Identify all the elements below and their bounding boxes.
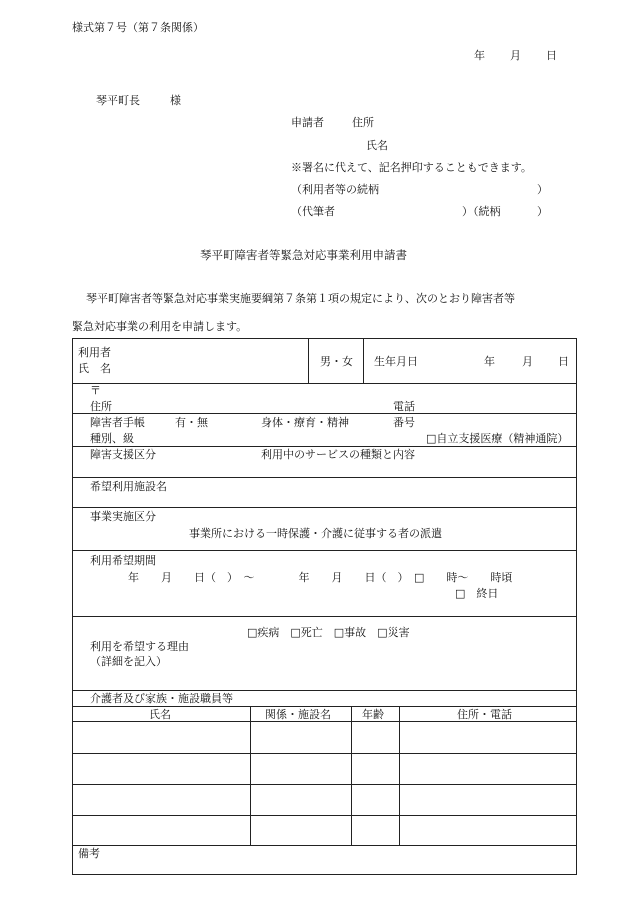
- col-header-address: 住所・電話: [457, 708, 512, 721]
- proxy-relation: ）（続柄: [462, 205, 501, 218]
- row-divider: [72, 616, 577, 617]
- row-divider: [72, 706, 577, 707]
- row-divider: [72, 477, 577, 478]
- col-header-relation: 関係・施設名: [265, 708, 331, 721]
- form-number: 様式第７号（第７条関係）: [72, 21, 204, 34]
- col-header-name: 氏名: [149, 708, 171, 721]
- birthdate-label: 生年月日: [374, 355, 418, 368]
- row-divider: [72, 784, 577, 785]
- remarks-label: 備考: [78, 847, 100, 860]
- row-divider: [72, 753, 577, 754]
- handbook-label: 障害者手帳: [90, 416, 145, 429]
- row-divider: [72, 413, 577, 414]
- facility-label: 希望利用施設名: [90, 480, 167, 493]
- proxy-line: （代筆者: [291, 205, 335, 218]
- caregivers-label: 介護者及び家族・施設職員等: [90, 692, 233, 705]
- date-month-label: 月: [510, 49, 521, 62]
- reason-checkboxes[interactable]: □疾病 □死亡 □事故 □災害: [247, 626, 410, 639]
- col-divider: [250, 706, 251, 845]
- relation-line: （利用者等の続柄: [291, 183, 379, 196]
- period-label: 利用希望期間: [90, 554, 156, 567]
- services-in-use-label: 利用中のサービスの種類と内容: [261, 448, 415, 461]
- row-divider: [72, 446, 577, 447]
- phone-label: 電話: [393, 400, 415, 413]
- date-day-label: 日: [546, 49, 557, 62]
- sex-selector: 男・女: [320, 355, 353, 368]
- relation-close: ）: [537, 183, 548, 196]
- handbook-has: 有・無: [175, 416, 208, 429]
- intro-line-2: 緊急対応事業の利用を申請します。: [72, 320, 248, 333]
- handbook-number-label: 番号: [393, 416, 415, 429]
- category-value: 事業所における一時保護・介護に従事する者の派遣: [189, 527, 442, 540]
- proxy-close: ）: [537, 205, 548, 218]
- col-divider: [399, 706, 400, 845]
- addressee-honorific: 様: [170, 94, 181, 107]
- birth-year-label: 年: [484, 355, 495, 368]
- period-range: 年 月 日（ ） 〜 年 月 日（ ） □ 時〜 時頃: [128, 571, 513, 584]
- birth-day-label: 日: [558, 355, 569, 368]
- support-category-label: 障害支援区分: [90, 448, 156, 461]
- document-title: 琴平町障害者等緊急対応事業利用申請書: [200, 248, 407, 262]
- reason-detail-label: （詳細を記入）: [90, 655, 167, 668]
- row-divider: [72, 383, 577, 384]
- row-divider: [72, 507, 577, 508]
- col-divider: [363, 338, 364, 383]
- postal-mark: 〒: [90, 384, 101, 397]
- grade-label: 種別、級: [90, 432, 134, 445]
- date-year-label: 年: [474, 49, 485, 62]
- period-allday-checkbox[interactable]: □ 終日: [455, 587, 499, 600]
- row-divider: [72, 721, 577, 722]
- applicant-name-label: 氏名: [366, 139, 388, 152]
- col-header-age: 年齢: [362, 708, 384, 721]
- signature-note: ※署名に代えて、記名押印することもできます。: [291, 161, 532, 174]
- row-divider: [72, 815, 577, 816]
- address-label: 住所: [90, 400, 112, 413]
- col-divider: [308, 338, 309, 383]
- reason-label: 利用を希望する理由: [90, 640, 189, 653]
- applicant-label: 申請者: [291, 116, 324, 129]
- category-label: 事業実施区分: [90, 510, 156, 523]
- applicant-address-label: 住所: [352, 116, 374, 129]
- row-divider: [72, 845, 577, 846]
- birth-month-label: 月: [522, 355, 533, 368]
- user-name-label: 氏 名: [78, 362, 111, 375]
- handbook-types: 身体・療育・精神: [261, 416, 349, 429]
- user-label: 利用者: [78, 346, 111, 359]
- row-divider: [72, 550, 577, 551]
- col-divider: [351, 706, 352, 845]
- medical-checkbox[interactable]: □自立支援医療（精神通院）: [426, 432, 569, 445]
- row-divider: [72, 690, 577, 691]
- intro-line-1: 琴平町障害者等緊急対応事業実施要綱第７条第１項の規定により、次のとおり障害者等: [86, 292, 515, 305]
- addressee: 琴平町長: [96, 94, 140, 107]
